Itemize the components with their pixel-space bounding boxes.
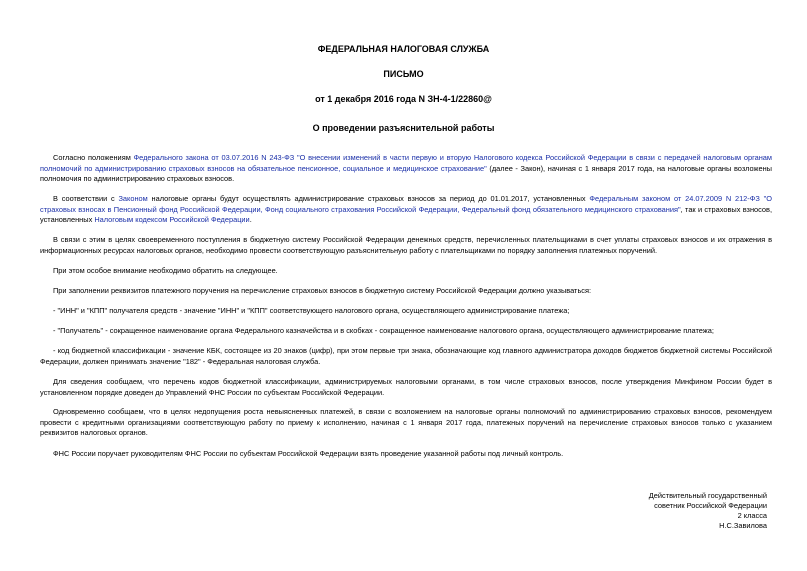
paragraph-5: При заполнении реквизитов платежного поручения на перечисление страховых взносов в бюджетную систему Российской Федерации должно указываться:	[53, 286, 592, 295]
agency-name: ФЕДЕРАЛЬНАЯ НАЛОГОВАЯ СЛУЖБА	[317, 44, 490, 54]
signature-block	[567, 491, 767, 531]
signature-title-line-2: советник Российской Федерации	[654, 501, 767, 510]
paragraph-2	[40, 194, 772, 226]
document-type: ПИСЬМО	[383, 69, 424, 79]
paragraph-11: ФНС России поручает руководителям ФНС России по субъектам Российской Федерации взять проведение указанной работы под личный контроль.	[53, 449, 564, 458]
paragraph-2-text-4: .	[249, 215, 252, 224]
paragraph-8: - код бюджетной классификации - значение КБК, состоящее из 20 знаков (цифр), при этом первые три знака, обозначающие код главного администратора доходов бюджетов бюджетной системы Российской Федерации, должен принимать значение "182" - Федеральная налоговая служба.	[40, 346, 772, 366]
paragraph-10: Одновременно сообщаем, что в целях недопущения роста невыясненных платежей, в связи с возложением на налоговые органы полномочий по администрированию страховых взносов, рекомендуем провести с кредитными организациями соответствующую работу по приему к исполнению, начиная с 1 января 2017 года, платежных поручений на перечисление страховых взносов только с указанием реквизитов налоговых органов.	[40, 407, 772, 437]
paragraph-2-text-3: , так и страховых взносов, установленных	[40, 204, 773, 224]
paragraph-1-text-start: Согласно положениям	[53, 153, 134, 162]
law-243-fz-link[interactable]: Федерального закона от 03.07.2016 N 243-ФЗ "О внесении изменений в части первую и вторую Налогового кодекса Российской Федерации в связи с передачей налоговым органам полномочий по администрированию страховых взносов на обязательное пенсионное, социальное и медицинское страхование"	[40, 153, 772, 173]
paragraph-2-text-2: налоговые органы будут осуществлять администрирование страховых взносов за период до 01.01.2017, установленных	[147, 194, 590, 203]
law-212-fz-link[interactable]: Федеральным законом от 24.07.2009 N 212-ФЗ "О страховых взносах в Пенсионный фонд Российской Федерации, Фонд социального страхования Российской Федерации, Федеральный фонд обязательного медицинского страхования"	[40, 194, 772, 214]
paragraph-3: В связи с этим в целях своевременного поступления в бюджетную систему Российской Федерации денежных средств, перечисленных плательщиками в счет уплаты страховых взносов и их отражения в информационных ресурсах налоговых органов, необходимо провести соответствующую разъяснительную работу с плательщиками по порядку заполнения платежных поручений.	[40, 235, 772, 255]
law-link[interactable]: Законом	[118, 194, 148, 203]
document-subject: О проведении разъяснительной работы	[312, 123, 495, 133]
paragraph-2-text-1: В соответствии с	[53, 194, 119, 203]
document-date-number: от 1 декабря 2016 года N ЗН-4-1/22860@	[315, 94, 492, 104]
paragraph-1	[40, 153, 772, 185]
signature-title-line-1: Действительный государственный	[648, 491, 767, 500]
signature-title-line-3: 2 класса	[737, 511, 767, 520]
tax-code-link[interactable]: Налоговым кодексом Российской Федерации	[94, 215, 250, 224]
paragraph-6: - "ИНН" и "КПП" получателя средств - значение "ИНН" и "КПП" соответствующего налогового органа, осуществляющего администрирование платежа;	[53, 306, 570, 315]
paragraph-9: Для сведения сообщаем, что перечень кодов бюджетной классификации, администрируемых налоговыми органами, в том числе страховых взносов, после утверждения Минфином России будет в установленном порядке доведен до Управлений ФНС России по субъектам Российской Федерации.	[40, 377, 772, 397]
paragraph-4: При этом особое внимание необходимо обратить на следующее.	[53, 266, 278, 275]
paragraph-7: - "Получатель" - сокращенное наименование органа Федерального казначейства и в скобках - сокращенное наименование налогового органа, осуществляющего администрирование платежа;	[53, 326, 714, 335]
paragraph-1-text-end: (далее - Закон), начиная с 1 января 2017 года, на налоговые органы возложены полномочия по администрированию страховых взносов.	[40, 163, 772, 183]
signature-name: Н.С.Завилова	[719, 521, 767, 530]
